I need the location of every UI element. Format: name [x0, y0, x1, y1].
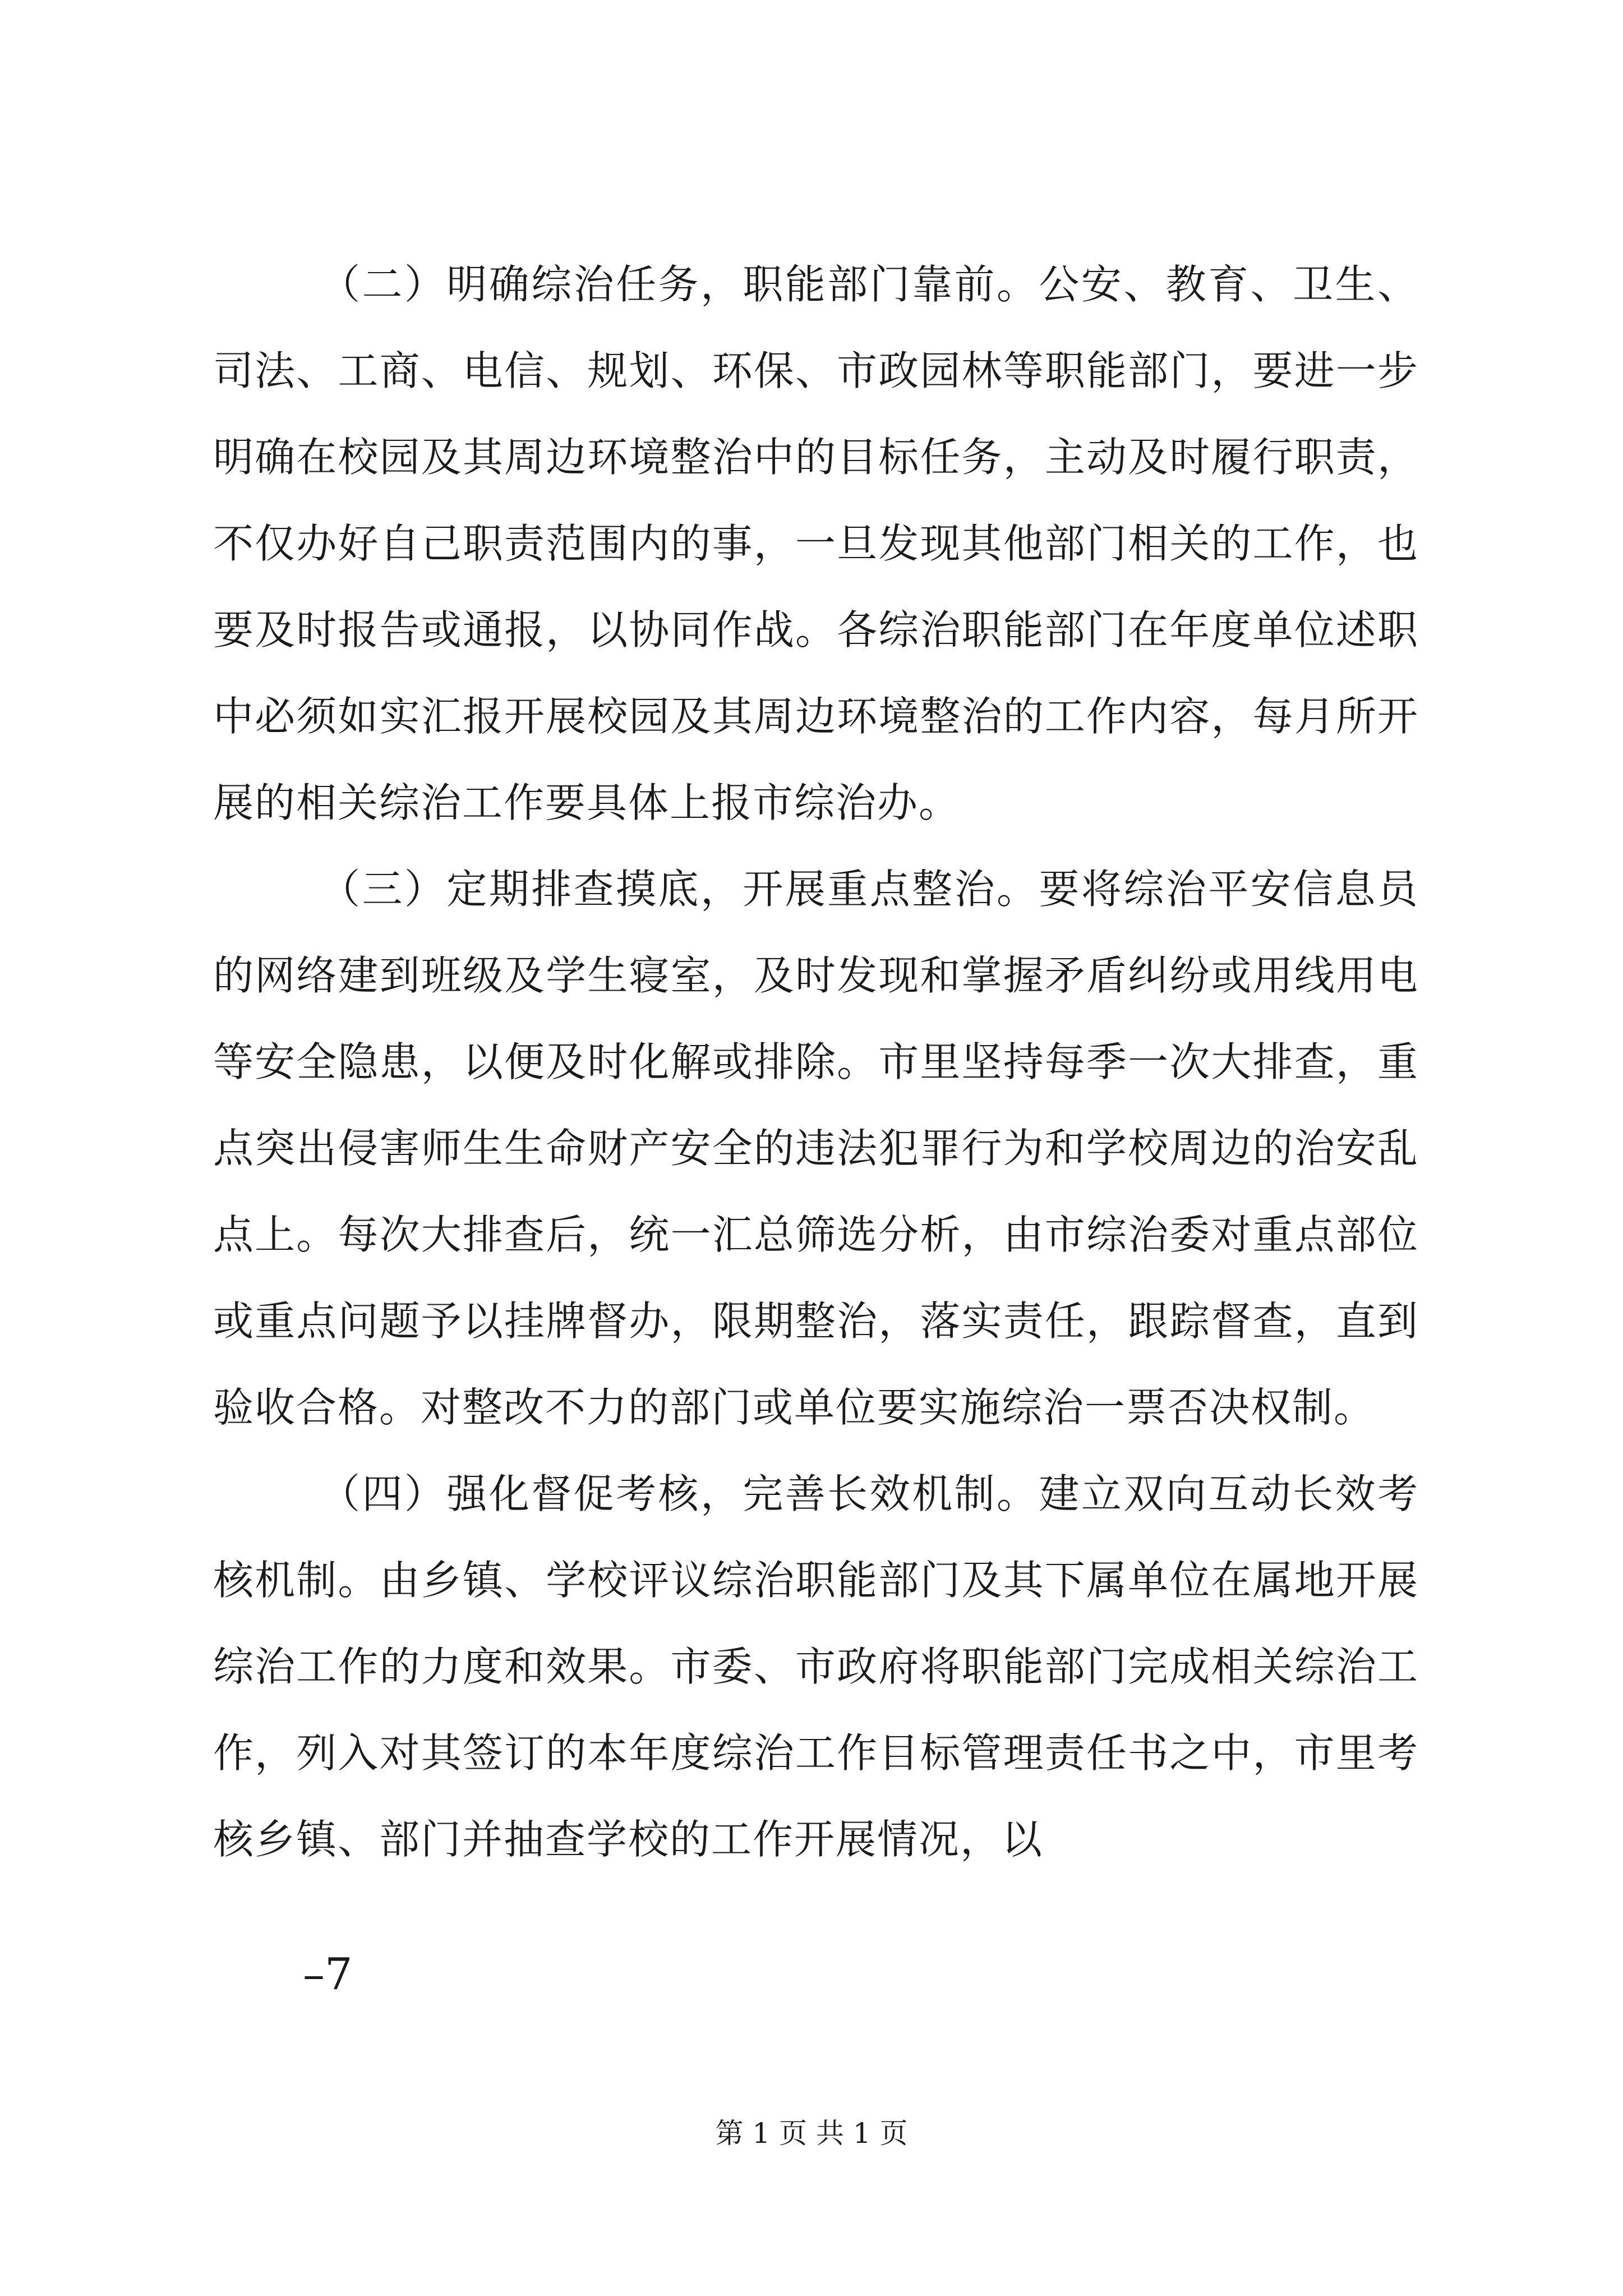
- page-mark: –7: [303, 1949, 353, 2000]
- paragraph-2: （二）明确综治任务，职能部门靠前。公安、教育、卫生、司法、工商、电信、规划、环保、市政园林等职能部门，要进一步明确在校园及其周边环境整治中的目标任务，主动及时履行职责，不仅办好自己职责范围内的事，一旦发现其他部门相关的工作，也要及时报告或通报，以协同作战。各综治职能部门在年度单位述职中必须如实汇报开展校园及其周边环境整治的工作内容，每月所开展的相关综治工作要具体上报市综治办。: [213, 261, 1419, 826]
- paragraph-4: （四）强化督促考核，完善长效机制。建立双向互动长效考核机制。由乡镇、学校评议综治职能部门及其下属单位在属地开展综治工作的力度和效果。市委、市政府将职能部门完成相关综治工作，列入对其签订的本年度综治工作目标管理责任书之中，市里考核乡镇、部门并抽查学校的工作开展情况，以: [213, 1470, 1419, 1863]
- paragraph-3: （三）定期排查摸底，开展重点整治。要将综治平安信息员的网络建到班级及学生寝室，及时发现和掌握矛盾纠纷或用线用电等安全隐患，以便及时化解或排除。市里坚持每季一次大排查，重点突出侵害师生生命财产安全的违法犯罪行为和学校周边的治安乱点上。每次大排查后，统一汇总筛选分析，由市综治委对重点部位或重点问题予以挂牌督办，限期整治，落实责任，跟踪督查，直到验收合格。对整改不力的部门或单位要实施综治一票否决权制。: [213, 866, 1419, 1431]
- page-footer: 第 1 页 共 1 页: [715, 2117, 908, 2150]
- body-text: [213, 241, 1419, 1883]
